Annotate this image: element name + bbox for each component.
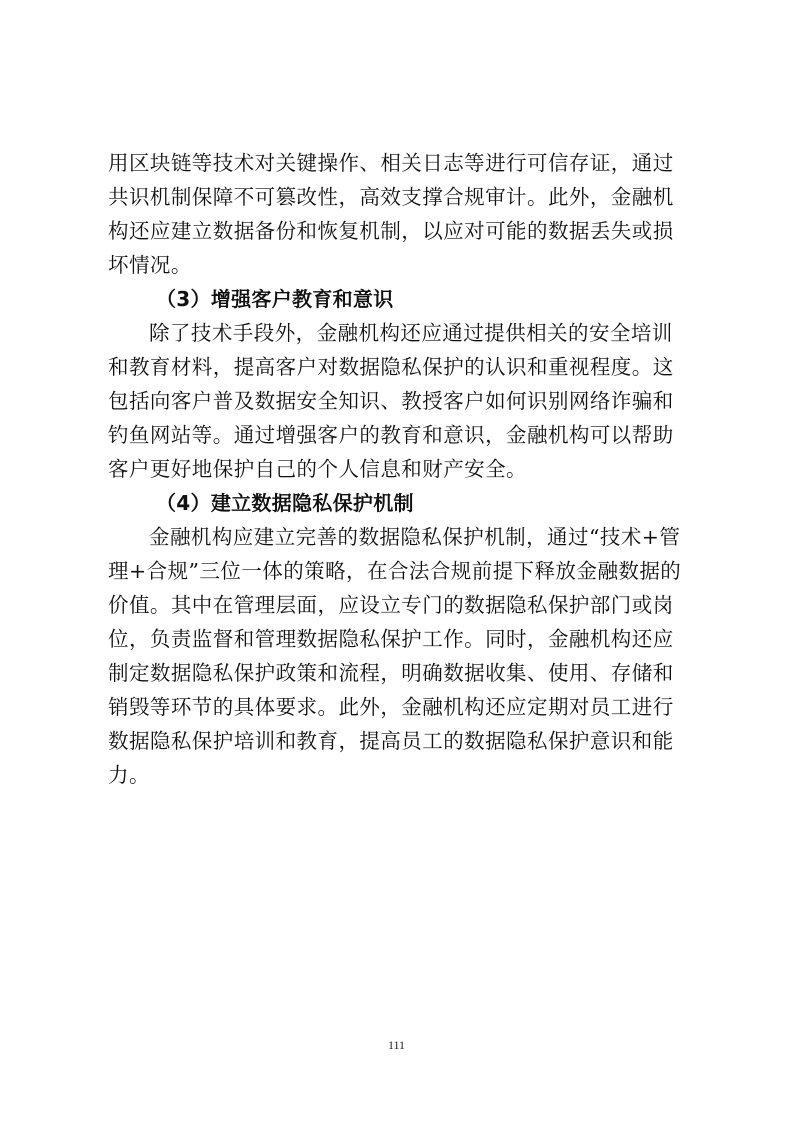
text-line: 和教育材料，提高客户对数据隐私保护的认识和重视程度。这	[108, 355, 674, 379]
text-line: 坏情况。	[108, 253, 192, 277]
paragraph-first-line: 金融机构应建立完善的数据隐私保护机制，通过“技术+管	[149, 525, 681, 549]
text-line: 数据隐私保护培训和教育，提高员工的数据隐私保护意识和能	[108, 729, 674, 753]
paragraph-first-line: 除了技术手段外，金融机构还应通过提供相关的安全培训	[149, 321, 673, 345]
text-line: 包括向客户普及数据安全知识、教授客户如何识别网络诈骗和	[108, 389, 674, 413]
text-line: 力。	[108, 763, 150, 787]
section-heading-4: （4）建立数据隐私保护机制	[156, 491, 414, 515]
page-number: 111	[387, 1038, 406, 1052]
text-line: 价值。其中在管理层面，应设立专门的数据隐私保护部门或岗	[108, 593, 674, 617]
text-line: 销毁等环节的具体要求。此外，金融机构还应定期对员工进行	[108, 695, 674, 719]
text-line: 构还应建立数据备份和恢复机制，以应对可能的数据丢失或损	[108, 219, 674, 243]
text-line: 钓鱼网站等。通过增强客户的教育和意识，金融机构可以帮助	[108, 423, 674, 447]
text-line: 位，负责监督和管理数据隐私保护工作。同时，金融机构还应	[108, 627, 674, 651]
text-line: 客户更好地保护自己的个人信息和财产安全。	[108, 457, 527, 481]
section-heading-3: （3）增强客户教育和意识	[156, 287, 394, 311]
text-line: 用区块链等技术对关键操作、相关日志等进行可信存证，通过	[108, 151, 674, 175]
text-line: 制定数据隐私保护政策和流程，明确数据收集、使用、存储和	[108, 661, 674, 685]
text-line: 共识机制保障不可篡改性，高效支撑合规审计。此外，金融机	[108, 185, 674, 209]
text-line: 理+合规”三位一体的策略，在合法合规前提下释放金融数据的	[108, 559, 682, 583]
